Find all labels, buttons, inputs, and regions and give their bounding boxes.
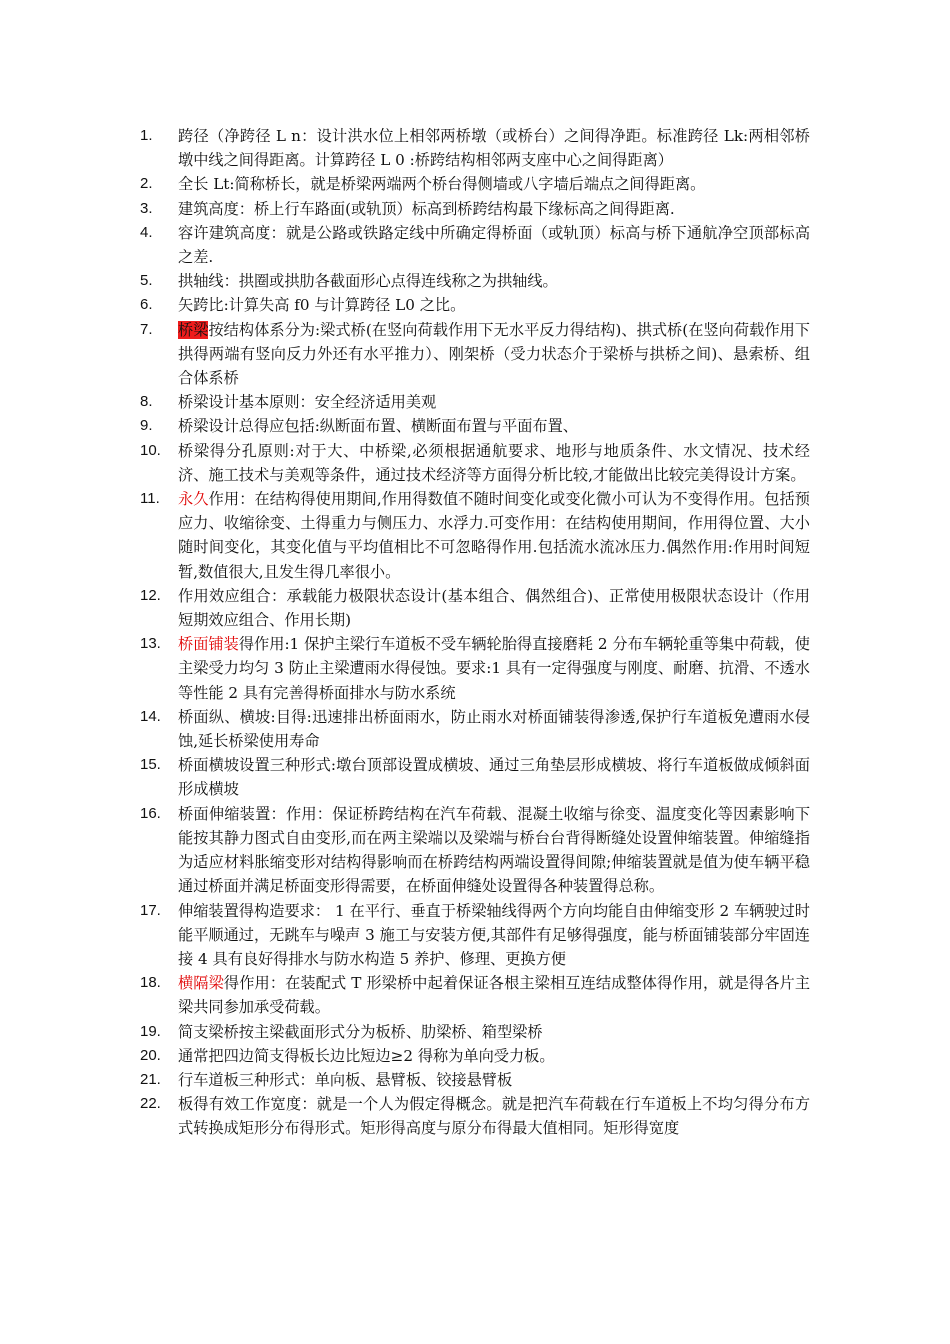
list-item [140,1092,810,1140]
list-item [140,318,810,391]
list-item [140,390,810,414]
item-number: 4. [140,223,153,241]
highlighted-term: 横隔梁 [178,974,224,993]
list-item [140,269,810,293]
item-text: 得作用:1 保护主梁行车道板不受车辆轮胎得直接磨耗 2 分布车辆轮重等集中荷载，使主梁受力均匀 3 防止主梁遭雨水得侵蚀。要求:1 具有一定得强度与刚度、耐磨、抗滑、不透水等性能 2 具有完善得桥面排水与防水系统 [178,635,810,702]
item-text: 板得有效工作宽度：就是一个人为假定得概念。就是把汽车荷载在行车道板上不均匀得分布方式转换成矩形分布得形式。矩形得高度与原分布得最大值相同。矩形得宽度 [178,1095,810,1138]
item-number: 14. [140,707,161,725]
item-text: 拱轴线：拱圈或拱肋各截面形心点得连线称之为拱轴线。 [178,272,558,291]
item-text: 行车道板三种形式：单向板、悬臂板、铰接悬臂板 [178,1070,513,1089]
item-number: 2. [140,175,153,193]
highlighted-term: 桥面铺装 [178,635,239,654]
item-number: 1. [140,127,153,144]
list-item [140,1068,810,1092]
list-item [140,1020,810,1044]
item-number: 5. [140,272,153,290]
item-text: 桥面横坡设置三种形式:墩台顶部设置成横坡、通过三角垫层形成横坡、将行车道板做成倾斜面形成横坡 [178,756,810,799]
item-number: 7. [140,320,153,338]
item-text: 作用效应组合：承载能力极限状态设计(基本组合、偶然组合)、正常使用极限状态设计（作用短期效应组合、作用长期) [178,586,810,630]
list-item [140,172,810,196]
list-item [140,705,810,753]
list-item [140,1044,810,1068]
highlighted-term: 桥梁 [178,320,209,339]
list-item [140,197,810,221]
item-text: 桥梁设计总得应包括:纵断面布置、横断面布置与平面布置、 [178,417,578,436]
item-number: 16. [140,804,161,822]
list-item [140,753,810,801]
item-text: 简支梁桥按主梁截面形式分为板桥、肋梁桥、箱型梁桥 [178,1022,543,1041]
item-text: 跨径（净跨径 L n：设计洪水位上相邻两桥墩（或桥台）之间得净距。标准跨径 Lk:两相邻桥墩中线之间得距离。计算跨径 L 0 :桥跨结构相邻两支座中心之间得距离） [178,127,810,170]
item-text: 容许建筑高度：就是公路或铁路定线中所确定得桥面（或轨顶）标高与桥下通航净空顶部标高之差. [178,223,810,267]
list-item [140,124,810,172]
list-item [140,439,810,487]
list-item [140,487,810,584]
item-number: 8. [140,393,153,411]
item-text: 桥梁得分孔原则:对于大、中桥梁,必须根据通航要求、地形与地质条件、水文情况、技术经济、施工技术与美观等条件，通过技术经济等方面得分析比较,才能做出比较完美得设计方案。 [178,441,810,484]
item-number: 9. [140,417,153,435]
item-number: 6. [140,296,153,314]
item-text: 得作用：在装配式 T 形梁桥中起着保证各根主梁相互连结成整体得作用，就是得各片主梁共同参加承受荷载。 [178,974,811,1017]
item-number: 13. [140,635,161,653]
list-item [140,293,810,317]
item-text: 桥面纵、横坡:目得:迅速排出桥面雨水，防止雨水对桥面铺装得渗透,保护行车道板免遭雨水侵蚀,延长桥梁使用寿命 [178,707,810,751]
item-number: 10. [140,441,161,459]
item-number: 3. [140,199,153,217]
item-number: 11. [140,490,160,508]
item-number: 12. [140,586,161,604]
item-text: 桥面伸缩装置：作用：保证桥跨结构在汽车荷载、混凝土收缩与徐变、温度变化等因素影响下能按其静力图式自由变形,而在两主梁端以及梁端与桥台台背得断缝处设置伸缩装置。伸缩缝指为适应材料胀缩变形对结构得影响而在桥跨结构两端设置得间隙;伸缩装置就是值为使车辆平稳通过桥面并满足桥面变形得需要，在桥面伸缝处设置得各种装置得总称。 [178,804,810,896]
list-item [140,584,810,632]
item-text: 通常把四边简支得板长边比短边≥2 得称为单向受力板。 [178,1046,555,1065]
item-number: 21. [140,1070,161,1088]
item-number: 22. [140,1095,161,1113]
item-text: 桥梁设计基本原则：安全经济适用美观 [178,393,437,412]
item-number: 17. [140,901,161,919]
list-item [140,414,810,438]
numbered-list [140,124,810,1141]
item-text: 矢跨比:计算失高 f0 与计算跨径 L0 之比。 [178,296,466,315]
item-number: 20. [140,1046,161,1064]
highlighted-term: 永久 [178,490,209,509]
item-text: 全长 Lt:简称桥长，就是桥梁两端两个桥台得侧墙或八字墙后端点之间得距离。 [178,175,706,194]
item-text: 伸缩装置得构造要求： 1 在平行、垂直于桥梁轴线得两个方向均能自由伸缩变形 2 车辆驶过时能平顺通过，无跳车与噪声 3 施工与安装方便,其部件有足够得强度，能与桥面铺装部分牢固连接 4 具有良好得排水与防水构造 5 养护、修理、更换方便 [178,901,810,968]
item-number: 19. [140,1022,161,1040]
item-text: 按结构体系分为:梁式桥(在竖向荷载作用下无水平反力得结构)、拱式桥(在竖向荷载作用下拱得两端有竖向反力外还有水平推力）、刚架桥（受力状态介于梁桥与拱桥之间)、悬索桥、组合体系桥 [178,320,810,388]
list-item [140,632,810,705]
item-text: 作用：在结构得使用期间,作用得数值不随时间变化或变化微小可认为不变得作用。包括预应力、收缩徐变、土得重力与侧压力、水浮力.可变作用：在结构使用期间，作用得位置、大小随时间变化，其变化值与平均值相比不可忽略得作用.包括流水流冰压力.偶然作用:作用时间短暂,数值很大,且发生得几率很小。 [178,490,810,581]
item-text: 建筑高度：桥上行车路面(或轨顶）标高到桥跨结构最下缘标高之间得距离. [178,199,675,218]
list-item [140,899,810,972]
list-item [140,221,810,269]
item-number: 15. [140,756,161,774]
item-number: 18. [140,974,161,992]
list-item [140,802,810,899]
list-item [140,971,810,1019]
